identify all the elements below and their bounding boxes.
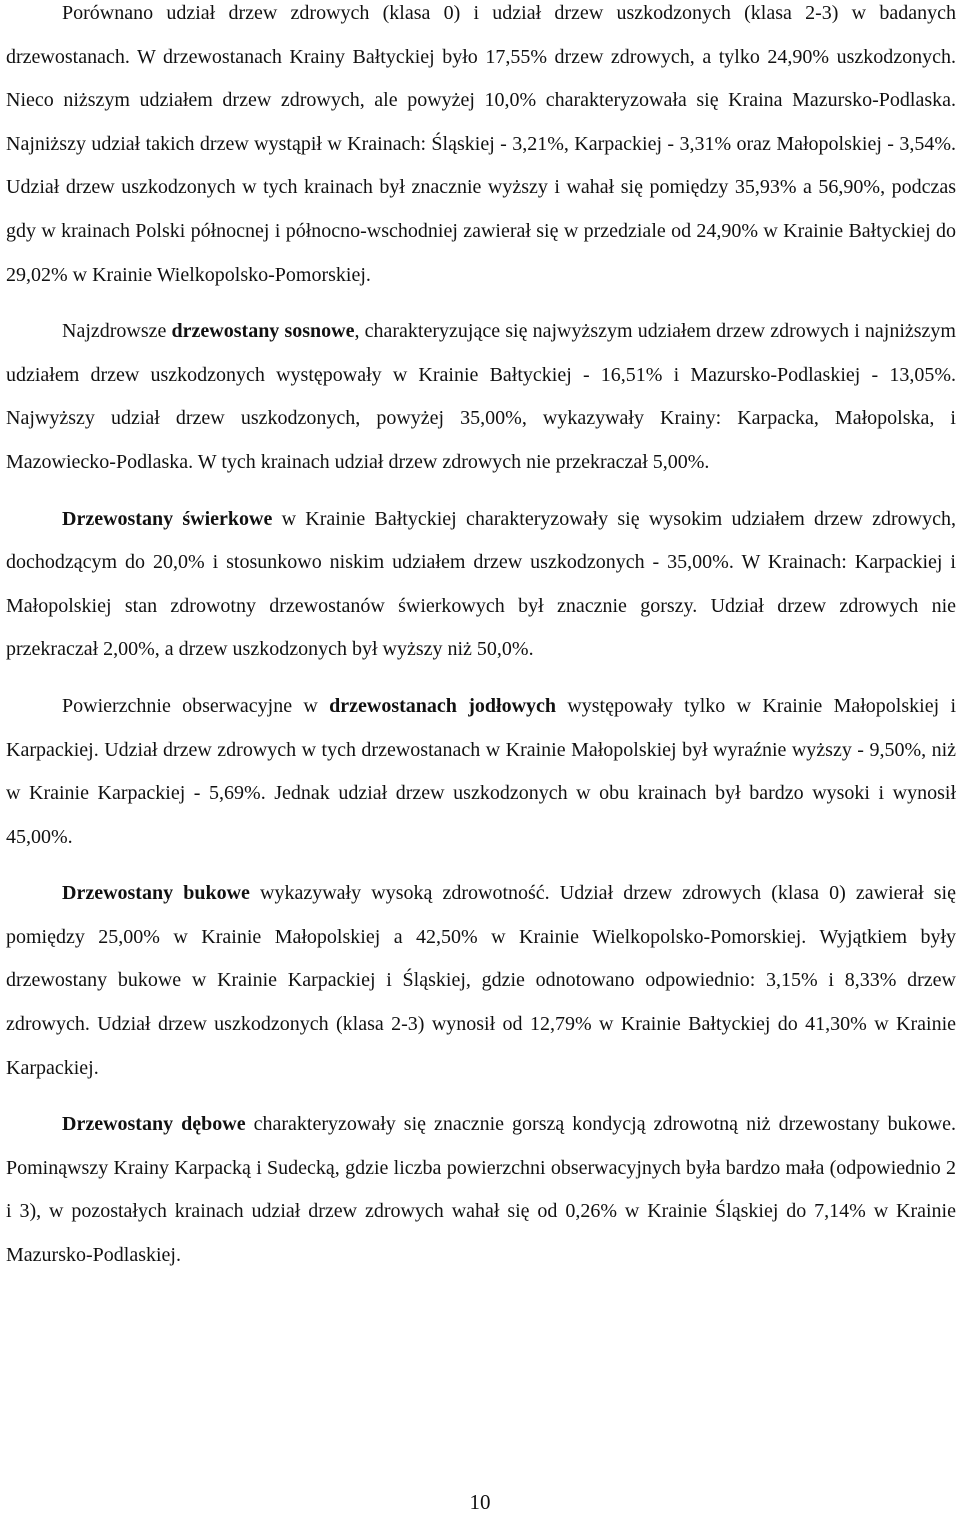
paragraph-health-comparison — [6, 0, 956, 297]
paragraph-text: występowały tylko w Krainie Małopolskiej i Karpackiej. Udział drzew zdrowych w tych drzewostanach w Krainie Małopolskiej był wyraźnie wyższy - 9,50%, niż w Krainie Karpackiej - 5,69%. Jednak udział drzew uszkodzonych w obu krainach był bardzo wysoki i wynosił 45,00%. — [6, 694, 957, 848]
bold-term: drzewostany sosnowe — [171, 320, 355, 343]
paragraph-spruce-stands — [6, 498, 956, 672]
paragraph-text: Najzdrowsze — [62, 320, 172, 343]
bold-term: Drzewostany bukowe — [62, 882, 250, 905]
bold-term: Drzewostany świerkowe — [62, 507, 273, 530]
paragraph-text: w Krainie Bałtyckiej charakteryzowały się wysokim udziałem drzew zdrowych, dochodzącym do 20,0% i stosunkowo niskim udziałem drzew uszkodzonych - 35,00%. W Krainach: Karpackiej i Małopolskiej stan zdrowotny drzewostanów świerkowych był znacznie gorszy. Udział drzew zdrowych nie przekraczał 2,00%, a drzew uszkodzonych był wyższy niż 50,0%. — [6, 507, 956, 661]
document-body — [6, 0, 956, 1278]
paragraph-oak-stands — [6, 1103, 956, 1277]
paragraph-text: charakteryzowały się znacznie gorszą kondycją zdrowotną niż drzewostany bukowe. Pominąwszy Krainy Karpacką i Sudecką, gdzie liczba powierzchni obserwacyjnych była bardzo mała (odpowiednio 2 i 3), w pozostałych krainach udział drzew zdrowych wahał się od 0,26% w Krainie Śląskiej do 7,14% w Krainie Mazursko-Podlaskiej. — [6, 1113, 957, 1267]
paragraph-fir-stands — [6, 685, 956, 859]
paragraph-pine-stands — [6, 310, 956, 484]
page-number: 10 — [469, 1490, 491, 1514]
bold-term: drzewostanach jodłowych — [329, 694, 557, 717]
paragraph-beech-stands — [6, 872, 956, 1090]
paragraph-text: Powierzchnie obserwacyjne w — [62, 694, 330, 717]
bold-term: Drzewostany dębowe — [62, 1113, 246, 1136]
paragraph-text: wykazywały wysoką zdrowotność. Udział drzew zdrowych (klasa 0) zawierał się pomiędzy 25,00% w Krainie Małopolskiej a 42,50% w Krainie Wielkopolsko-Pomorskiej. Wyjątkiem były drzewostany bukowe w Krainie Karpackiej i Śląskiej, gdzie odnotowano odpowiednio: 3,15% i 8,33% drzew zdrowych. Udział drzew uszkodzonych (klasa 2-3) wynosił od 12,79% w Krainie Bałtyckiej do 41,30% w Krainie Karpackiej. — [6, 882, 956, 1079]
paragraph-text: , charakteryzujące się najwyższym udziałem drzew zdrowych i najniższym udziałem drzew uszkodzonych występowały w Krainie Bałtyckiej - 16,51% i Mazursko-Podlaskiej - 13,05%. Najwyższy udział drzew uszkodzonych, powyżej 35,00%, wykazywały Krainy: Karpacka, Małopolska, i Mazowiecko-Podlaska. W tych krainach udział drzew zdrowych nie przekraczał 5,00%. — [6, 320, 956, 473]
paragraph-text: Porównano udział drzew zdrowych (klasa 0) i udział drzew uszkodzonych (klasa 2-3) w badanych drzewostanach. W drzewostanach Krainy Bałtyckiej było 17,55% drzew zdrowych, a tylko 24,90% uszkodzonych. Nieco niższym udziałem drzew zdrowych, ale powyżej 10,0% charakteryzowała się Kraina Mazursko-Podlaska. Najniższy udział takich drzew wystąpił w Krainach: Śląskiej - 3,21%, Karpackiej - 3,31% oraz Małopolskiej - 3,54%. Udział drzew uszkodzonych w tych krainach był znacznie wyższy i wahał się pomiędzy 35,93% a 56,90%, podczas gdy w krainach Polski północnej i północno-wschodniej zawierał się w przedziale od 24,90% w Krainie Bałtyckiej do 29,02% w Krainie Wielkopolsko-Pomorskiej. — [6, 2, 956, 286]
